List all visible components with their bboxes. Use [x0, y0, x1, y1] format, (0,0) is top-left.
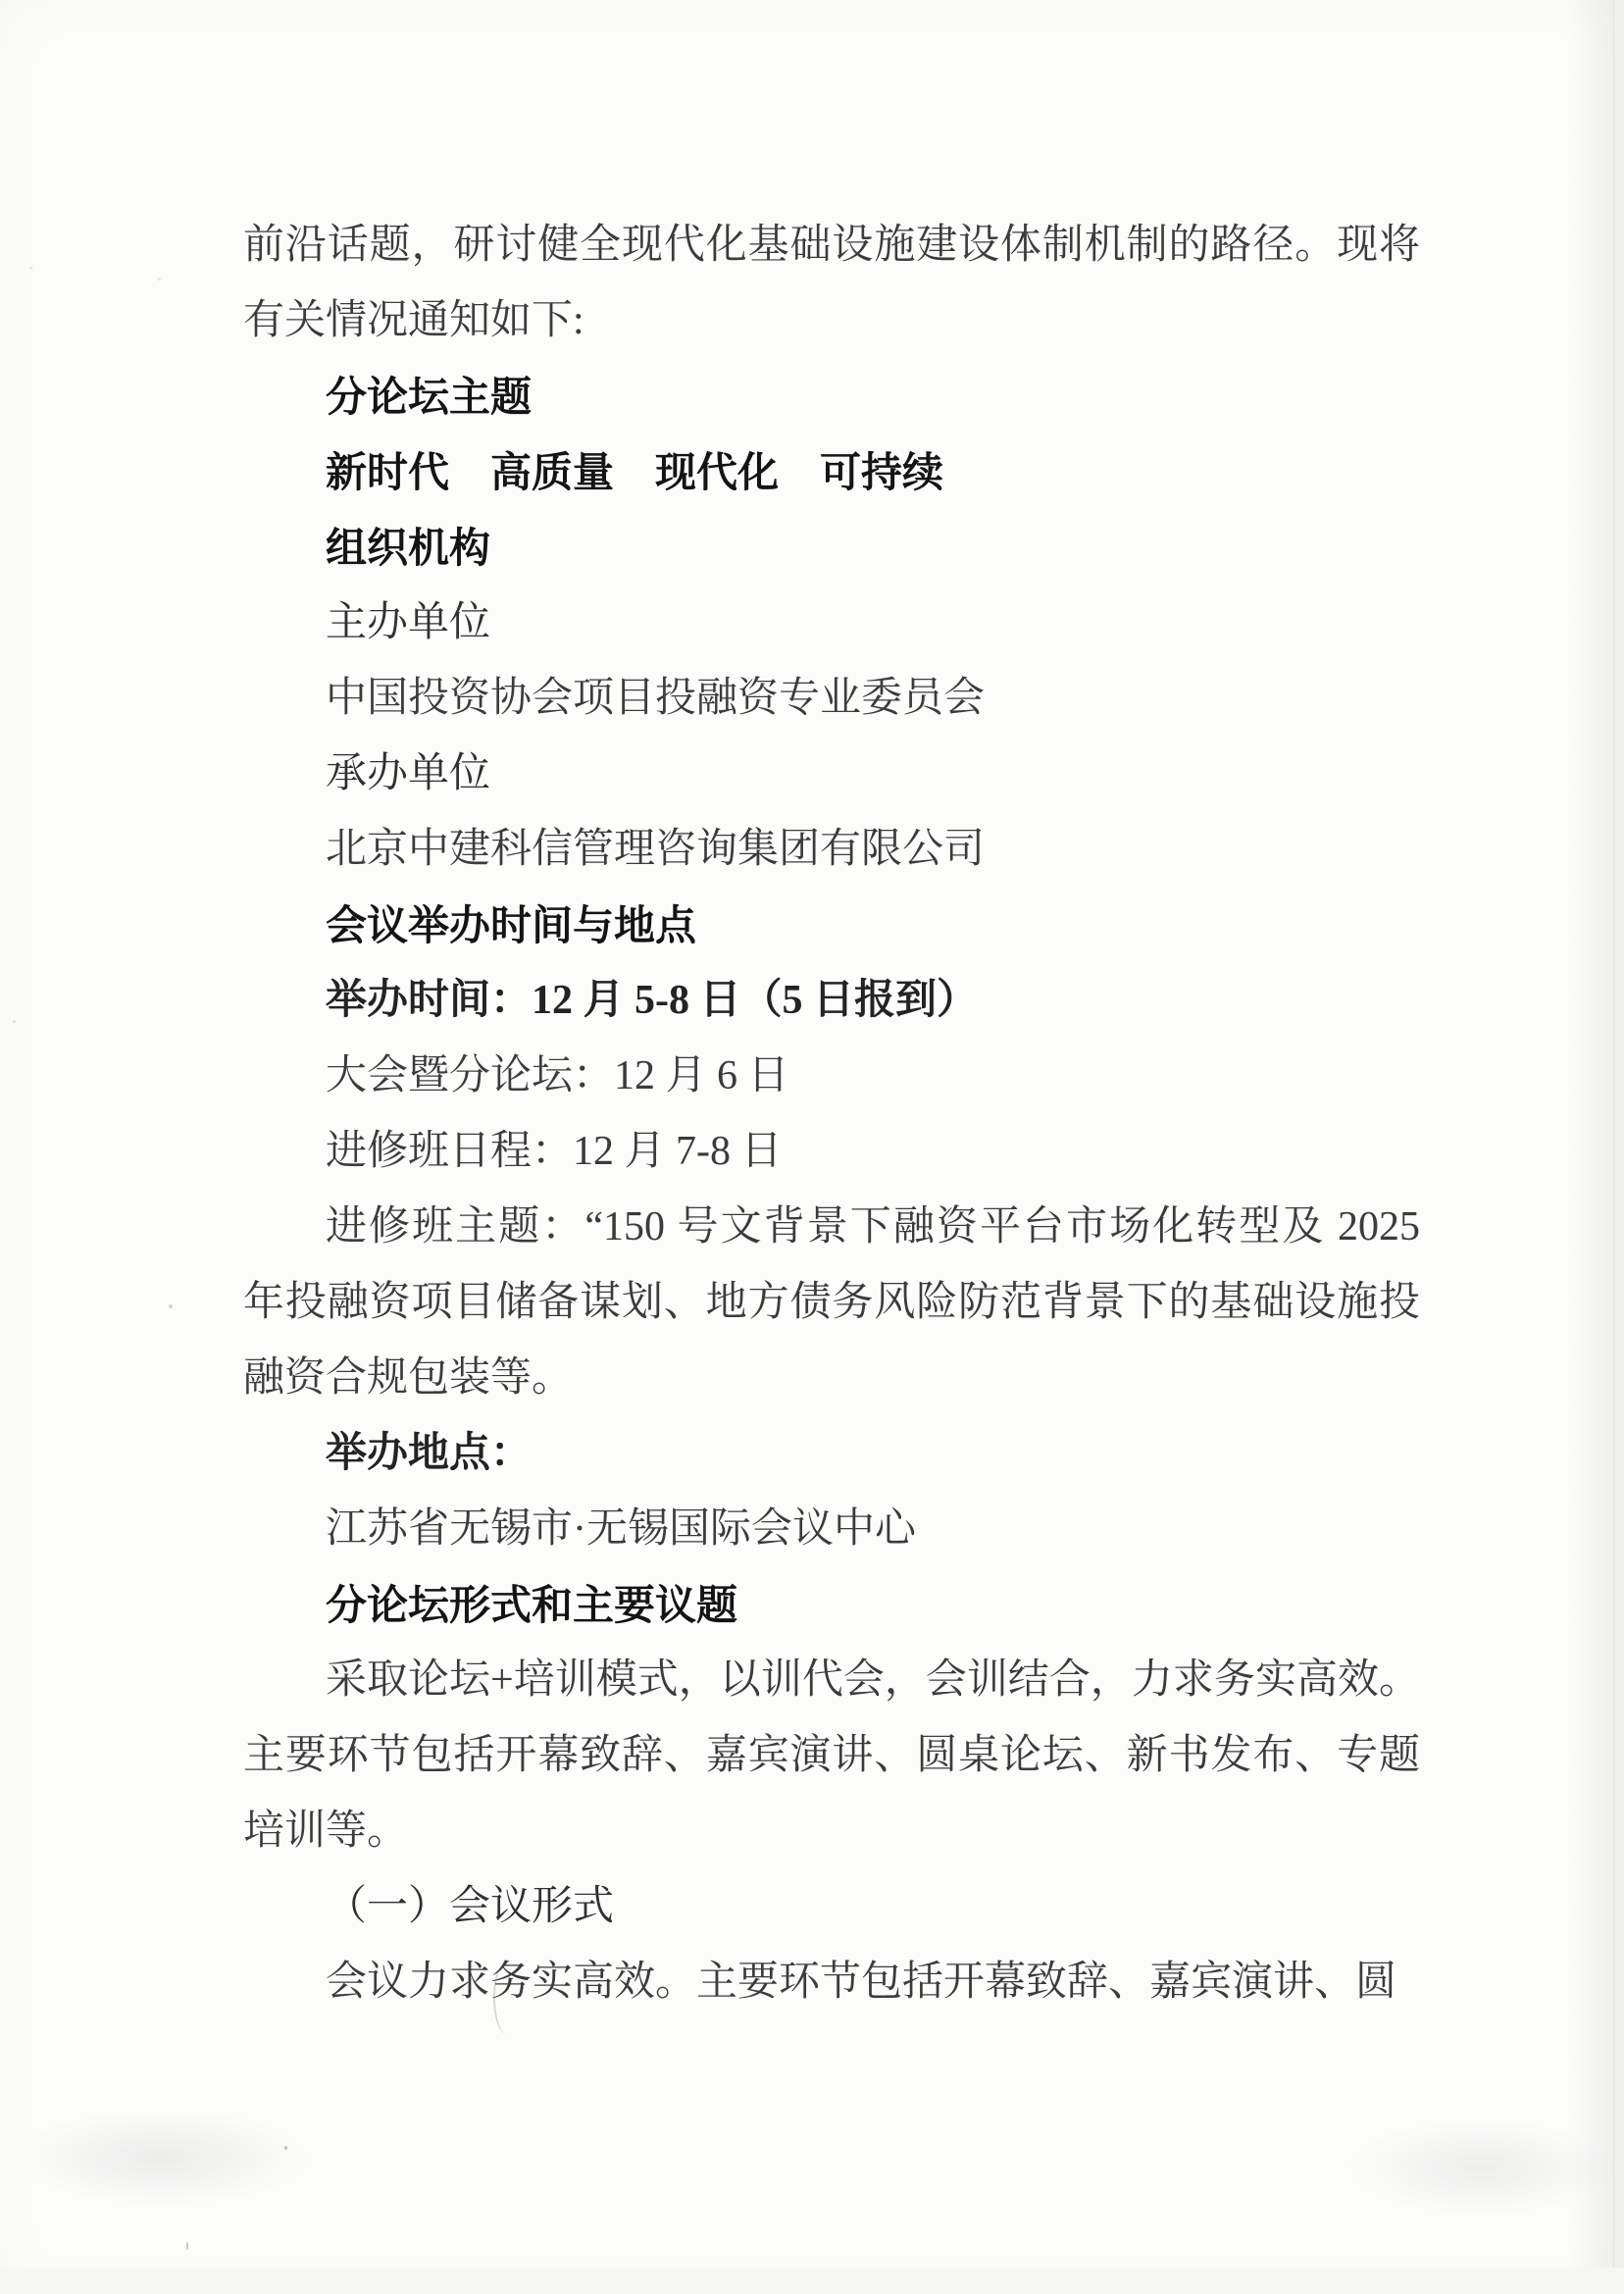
heading-line: 新时代 高质量 现代化 可持续: [326, 449, 944, 495]
body-line: 大会暨分论坛：12 月 6 日: [326, 1053, 789, 1098]
scan-speck: [186, 2242, 188, 2250]
body-line: 江苏省无锡市·无锡国际会议中心: [326, 1506, 916, 1552]
scan-speck: [284, 2146, 287, 2150]
scan-speck: [29, 267, 32, 270]
body-line: 中国投资协会项目投融资专业委员会: [326, 676, 986, 721]
subheading-line: 举办时间：12 月 5-8 日（5 日报到）: [326, 978, 978, 1023]
scan-speck: [13, 1020, 16, 1023]
heading-line: 会议举办时间与地点: [326, 902, 697, 948]
scan-scratch: [493, 1962, 521, 2034]
subheading-line: 主办单位: [326, 600, 491, 645]
scan-edge-band: [1613, 0, 1624, 2294]
scan-speck: [157, 278, 161, 280]
subheading-line: 举办地点：: [326, 1431, 533, 1476]
body-line: 会议力求务实高效。主要环节包括开幕致辞、嘉宾演讲、圆: [326, 1960, 1397, 2005]
body-line: 前沿话题，研讨健全现代化基础设施建设体制机制的路径。现将: [243, 223, 1420, 268]
body-line: 年投融资项目储备谋划、地方债务风险防范背景下的基础设施投: [243, 1280, 1420, 1325]
heading-line: 分论坛主题: [326, 374, 533, 420]
body-line: 进修班日程：12 月 7-8 日: [326, 1129, 783, 1174]
subheading-line: 承办单位: [326, 751, 491, 796]
scan-smudge: [10, 2109, 314, 2207]
scan-speck: [169, 1304, 173, 1308]
body-line: 有关情况通知如下:: [243, 298, 584, 343]
text-column: [243, 208, 1420, 2020]
heading-line: 组织机构: [326, 525, 491, 571]
body-line: 采取论坛+培训模式，以训代会，会训结合，力求务实高效。: [326, 1657, 1420, 1703]
body-line: 培训等。: [243, 1809, 409, 1854]
body-line: 融资合规包装等。: [243, 1355, 574, 1401]
body-line: 北京中建科信管理咨询集团有限公司: [326, 827, 986, 872]
scan-bottom-strip: [0, 2268, 1624, 2294]
body-line: 主要环节包括开幕致辞、嘉宾演讲、圆桌论坛、新书发布、专题: [243, 1733, 1420, 1778]
subheading-line: （一）会议形式: [326, 1884, 615, 1929]
body-line: 进修班主题：“150 号文背景下融资平台市场化转型及 2025: [326, 1204, 1420, 1249]
heading-line: 分论坛形式和主要议题: [326, 1582, 738, 1628]
scan-edge-shading: [1565, 0, 1613, 2294]
